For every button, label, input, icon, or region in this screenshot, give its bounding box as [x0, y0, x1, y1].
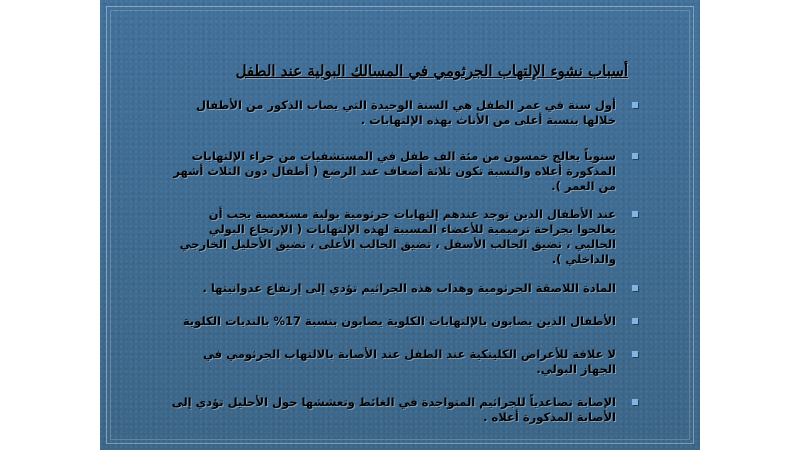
bullet-text: الأطفال الذين يصابون بالإلتهابات الكلوية يصابون بنسبة 17% بالندبات الكلوية — [182, 314, 616, 328]
bullet-text: سنوياً يعالج خمسون من مئة الف طفل في المستشفيات من جراء الإلتهابات المذكورة أعلاه والنسبة تكون ثلاثة أضعاف عند الرضع ( أطفال دون الثلاث أشهر من العمر ). — [173, 149, 616, 193]
slide-title: أسباب نشوء الإلتهاب الجرثومي في المسالك البولية عند الطفل — [235, 62, 628, 80]
presentation-slide — [100, 0, 700, 450]
bullet-item — [170, 314, 638, 329]
bullet-text: المادة اللاصقة الجرثومية وهداب هذه الجراثيم تؤدي إلى إرتفاع عدوانيتها . — [202, 281, 616, 295]
bullet-list — [170, 98, 638, 425]
square-bullet-icon — [632, 102, 638, 108]
bullet-text: الإصابة تصاعدياً للجراثيم المتواجدة في الغائط وتعششها حول الأحليل تؤدي إلى الأصابة المذكورة أعلاه . — [171, 395, 616, 424]
bullet-item — [170, 281, 638, 296]
bullet-item — [170, 98, 638, 128]
bullet-item — [170, 347, 638, 377]
bullet-text: لا علاقة للأعراض الكلينكية عند الطفل عند الأصابة بالالتهاب الجرثومي في الجهاز البولي. — [203, 347, 616, 376]
bullet-item — [170, 149, 638, 194]
square-bullet-icon — [632, 211, 638, 217]
bullet-item — [170, 395, 638, 425]
square-bullet-icon — [632, 285, 638, 291]
square-bullet-icon — [632, 351, 638, 357]
bullet-text: أول سنة في عمر الطفل هي السنة الوحيدة التي يصاب الذكور من الأطفال خلالها بنسبة أعلى من الأناث بهذه الإلتهابات . — [195, 98, 616, 127]
square-bullet-icon — [632, 318, 638, 324]
square-bullet-icon — [632, 399, 638, 405]
square-bullet-icon — [632, 153, 638, 159]
bullet-item — [170, 207, 638, 267]
bullet-text: عند الأطفال الذين توجد عندهم إلتهابات جرثومية بولية مستعصية يجب أن يعالجوا بجراحة ترميمية للأعضاء المسببة لهذه الإلتهابات ( الإرتجاع البولي الحالبي ، تضيق الحالب الأسفل ، تضيق الحالب الأعلى ، تضيق الأحليل الخارجي والداخلي ). — [179, 207, 616, 266]
